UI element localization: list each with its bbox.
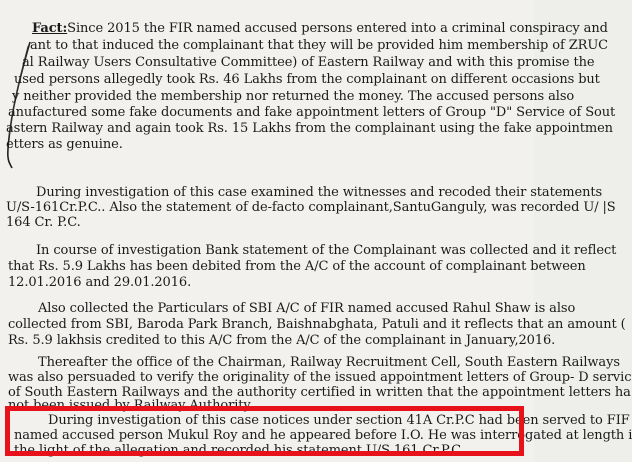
red-highlight-box	[5, 406, 524, 456]
fact-line-2: ant to that induced the complainant that they will be provided him membership of ZRUC	[30, 38, 609, 53]
witnesses-line-2: U/S-161Cr.P.C.. Also the statement of de-facto complainant,SantuGanguly, was recorded U/ |S	[6, 200, 616, 215]
witnesses-line-1: During investigation of this case examined the witnesses and recoded their statements	[36, 185, 603, 200]
fact-label: Fact:	[32, 21, 68, 36]
sbi-line-2: collected from SBI, Baroda Park Branch, Baishnabghata, Patuli and it reflects that an amount (	[8, 317, 626, 332]
chairman-line-2: was also persuaded to verify the originality of the issued appointment letters of Group- D servic	[8, 370, 632, 385]
sbi-line-1: Also collected the Particulars of SBI A/C of FIR named accused Rahul Shaw is also	[38, 301, 576, 316]
witnesses-line-3: 164 Cr. P.C.	[6, 215, 81, 230]
fact-line-7: astern Railway and again took Rs. 15 Lakhs from the complainant using the fake appointmen	[6, 121, 613, 136]
chairman-line-1: Thereafter the office of the Chairman, Railway Recruitment Cell, South Eastern Railways	[38, 355, 620, 370]
fact-line-1	[32, 22, 608, 36]
fact-line-3: al Railway Users Consultative Committee) of Eastern Railway and with this promise the	[22, 55, 595, 70]
fact-line-1-text: Since 2015 the FIR named accused persons entered into a criminal conspiracy and	[67, 21, 608, 36]
notice-line-2: named accused person Mukul Roy and he appeared before I.O. He was interrogated at length i	[14, 428, 632, 443]
notice-line-1: During investigation of this case notices under section 41A Cr.P.C had been served to FIF	[48, 413, 630, 428]
chairman-line-3: of South Eastern Railways and the authority certified in written that the appointment letters ha	[8, 385, 631, 400]
fact-line-6: anufactured some fake documents and fake appointment letters of Group "D" Service of Sout	[8, 105, 616, 120]
notice-line-3: the light of the allegation and recorded his statement U/S 161 Cr.P.C.	[14, 443, 465, 458]
bank-line-1: In course of investigation Bank statement of the Complainant was collected and it reflect	[36, 243, 617, 258]
bank-line-3: 12.01.2016 and 29.01.2016.	[8, 275, 192, 290]
fact-line-5: y neither provided the membership nor returned the money. The accused persons also	[12, 89, 575, 104]
fact-line-8: etters as genuine.	[6, 137, 123, 152]
chairman-line-4: not been issued by Railway Authority	[8, 398, 251, 413]
sbi-line-3: Rs. 5.9 lakhsis credited to this A/C from the A/C of the complainant in January,2016.	[8, 333, 556, 348]
bank-line-2: that Rs. 5.9 Lakhs has been debited from the A/C of the account of complainant between	[8, 259, 586, 274]
fact-line-4: used persons allegedly took Rs. 46 Lakhs from the complainant on different occasions but	[14, 72, 600, 87]
